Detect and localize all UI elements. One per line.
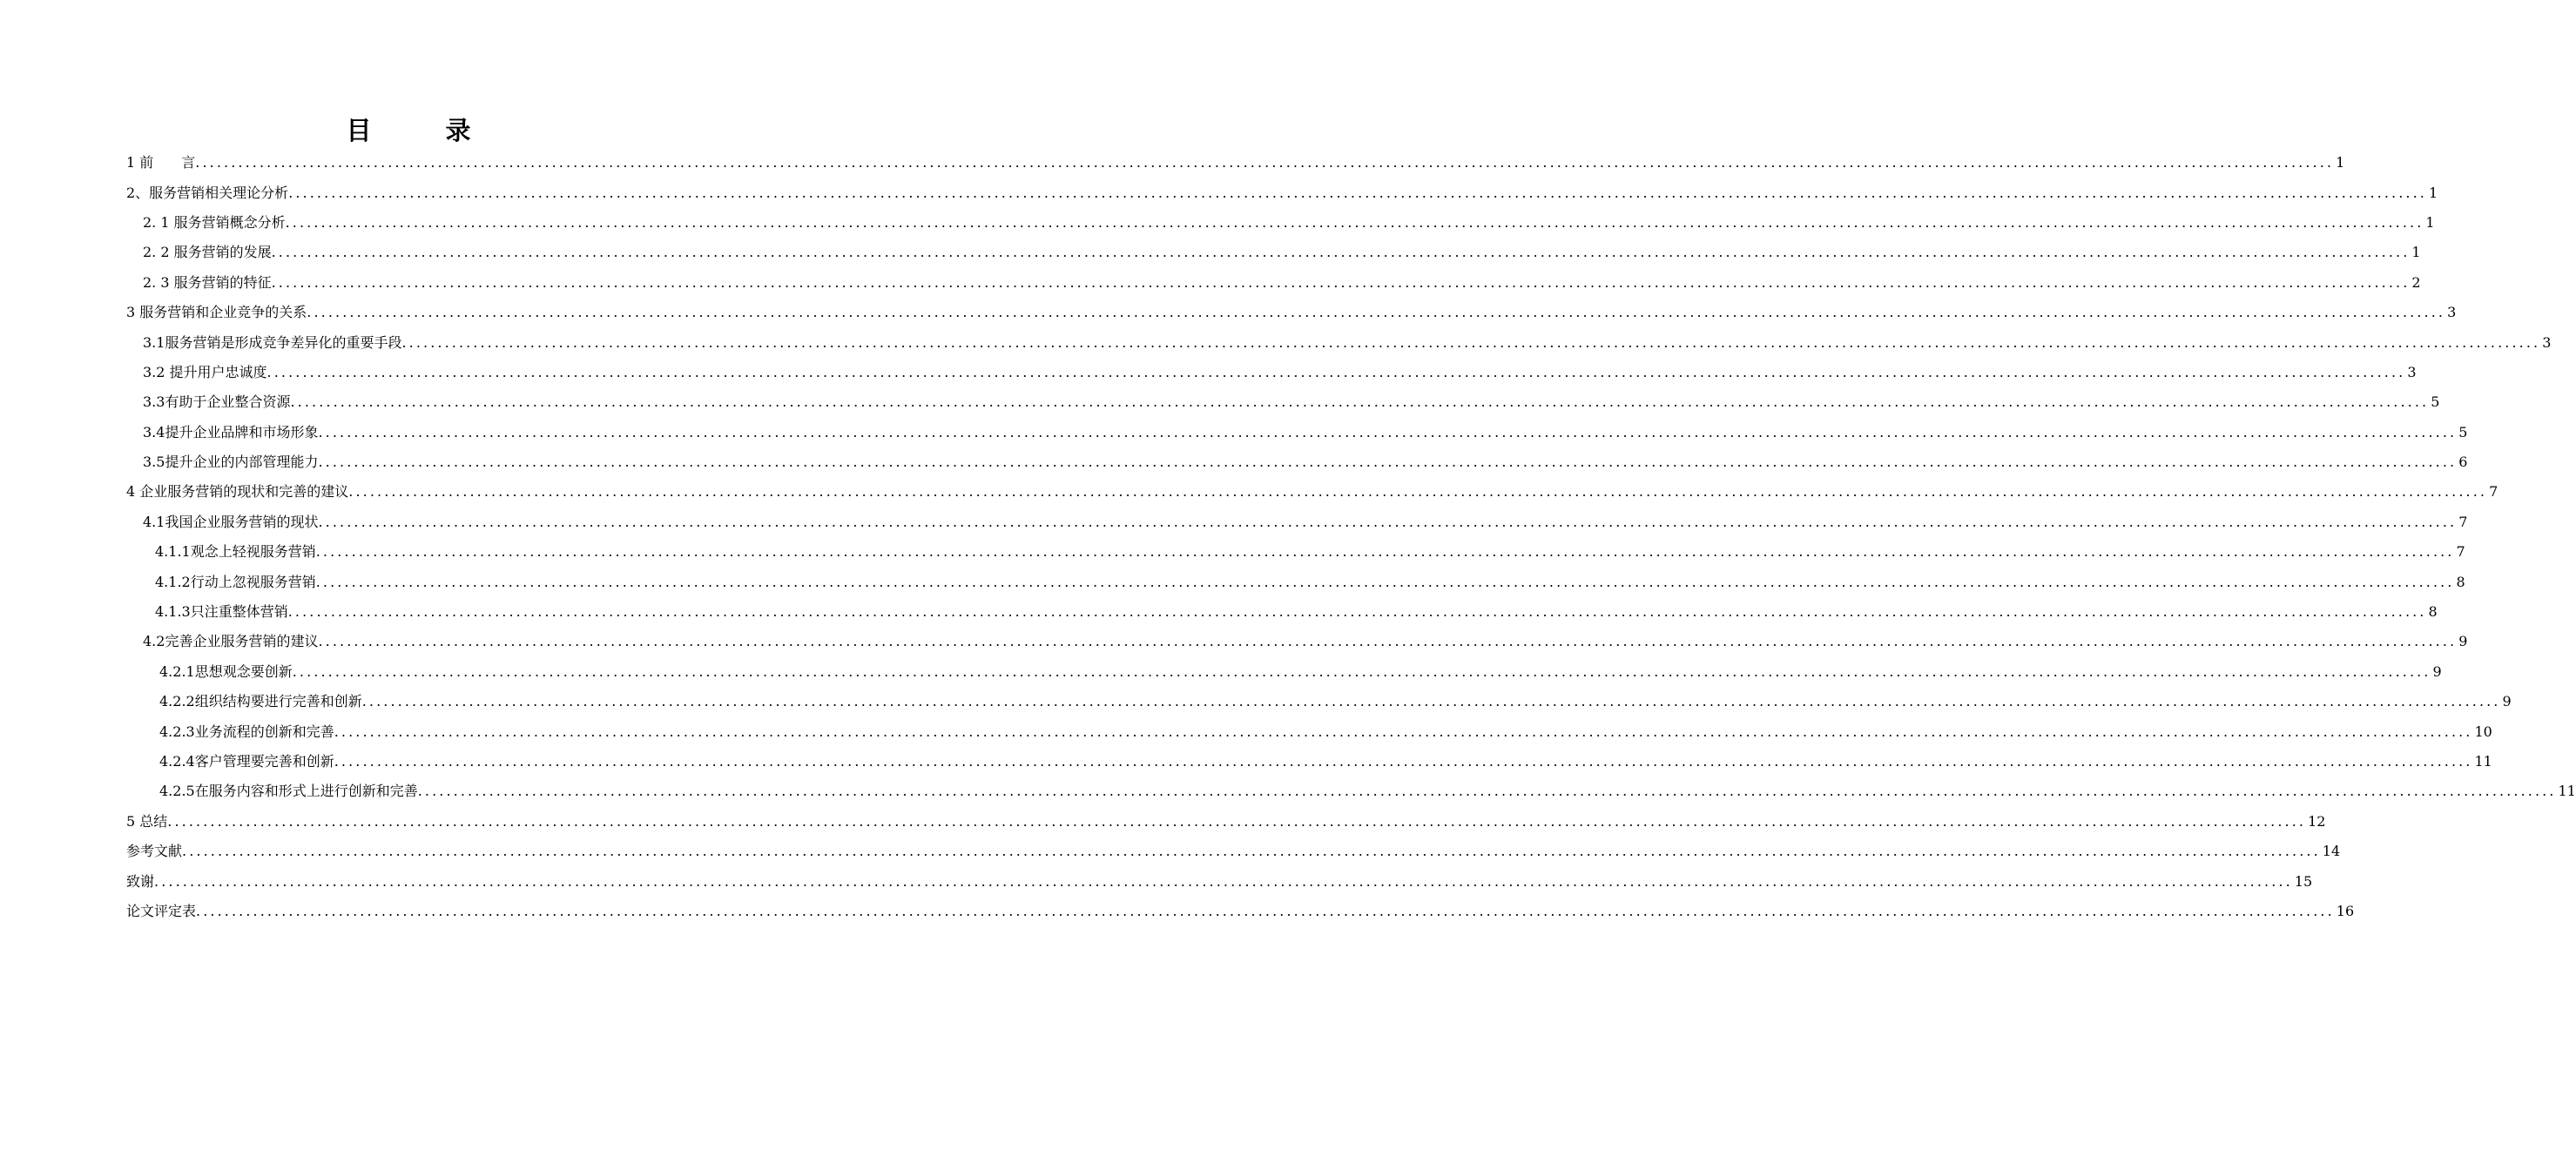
toc-entry-label: 3.1服务营销是形成竞争差异化的重要手段 (143, 333, 402, 351)
toc-entry-page-number: 1 (2336, 154, 2345, 171)
toc-entry-label: 4.1.1观念上轻视服务营销 (155, 543, 316, 561)
toc-dot-leader: ............................................................................................................................................................................................................................................................................................................ (167, 812, 2307, 830)
toc-entry[interactable] (0, 268, 2421, 298)
toc-entry[interactable] (0, 567, 2465, 596)
toc-dot-leader: ............................................................................................................................................................................................................................................................................................................ (318, 633, 2458, 650)
toc-entry[interactable] (0, 807, 2326, 837)
toc-dot-leader: ............................................................................................................................................................................................................................................................................................................ (361, 693, 2501, 710)
toc-entry-page-number: 1 (2428, 184, 2438, 201)
toc-entry[interactable] (0, 657, 2442, 687)
toc-entry[interactable] (0, 387, 2440, 417)
toc-entry[interactable] (0, 597, 2438, 627)
toc-entry[interactable] (0, 238, 2421, 267)
toc-entry-label: 3.5提升企业的内部管理能力 (143, 454, 319, 471)
toc-entry-label: 4.2.4客户管理要完善和创新 (159, 753, 334, 770)
toc-entry-label: 1 前 言 (126, 154, 196, 171)
toc-entry[interactable] (0, 358, 2417, 387)
toc-dot-leader: ............................................................................................................................................................................................................................................................................................................ (292, 662, 2431, 680)
toc-entry-label: 4.2.2组织结构要进行完善和创新 (159, 693, 362, 710)
toc-entry-label: 4.1.2行动上忽视服务营销 (155, 573, 316, 590)
toc-entry-label: 2. 2 服务营销的发展 (143, 244, 272, 261)
toc-entry-page-number: 5 (2431, 393, 2440, 411)
toc-entry[interactable] (0, 627, 2468, 656)
toc-entry-label: 2. 1 服务营销概念分析 (143, 213, 286, 231)
toc-dot-leader: ............................................................................................................................................................................................................................................................................................................ (334, 723, 2473, 740)
toc-entry-label: 2. 3 服务营销的特征 (143, 273, 272, 291)
toc-entry-page-number: 3 (2447, 304, 2457, 321)
toc-dot-leader: ............................................................................................................................................................................................................................................................................................................ (318, 454, 2458, 471)
toc-entry-page-number: 7 (2489, 483, 2498, 501)
toc-dot-leader: ............................................................................................................................................................................................................................................................................................................ (334, 753, 2473, 770)
toc-entry-page-number: 1 (2411, 244, 2421, 261)
toc-entry[interactable] (0, 897, 2355, 926)
toc-dot-leader: ............................................................................................................................................................................................................................................................................................................ (196, 902, 2335, 919)
toc-entry-label: 参考文献 (126, 843, 183, 860)
toc-entry[interactable] (0, 747, 2492, 777)
toc-list (0, 148, 2576, 926)
toc-entry-page-number: 8 (2428, 603, 2438, 621)
toc-dot-leader: ............................................................................................................................................................................................................................................................................................................ (182, 843, 2321, 860)
toc-entry[interactable] (0, 298, 2457, 327)
toc-dot-leader: ............................................................................................................................................................................................................................................................................................................ (154, 872, 2293, 890)
toc-dot-leader: ............................................................................................................................................................................................................................................................................................................ (315, 543, 2455, 561)
toc-entry-label: 3.3有助于企业整合资源 (143, 393, 291, 411)
toc-dot-leader: ............................................................................................................................................................................................................................................................................................................ (318, 513, 2458, 530)
toc-entry-page-number: 9 (2458, 633, 2468, 650)
toc-entry-label: 2、服务营销相关理论分析 (126, 184, 289, 201)
toc-entry-label: 4 企业服务营销的现状和完善的建议 (126, 483, 349, 501)
toc-entry-page-number: 9 (2502, 693, 2512, 710)
toc-entry[interactable] (0, 537, 2465, 567)
toc-entry[interactable] (0, 208, 2435, 238)
toc-entry[interactable] (0, 866, 2313, 896)
toc-entry[interactable] (0, 148, 2345, 178)
toc-entry-page-number: 9 (2432, 662, 2442, 680)
toc-dot-leader: ............................................................................................................................................................................................................................................................................................................ (401, 333, 2541, 351)
toc-entry-label: 4.1.3只注重整体营销 (155, 603, 288, 621)
toc-entry[interactable] (0, 327, 2552, 357)
toc-entry-label: 论文评定表 (126, 902, 197, 919)
toc-entry[interactable] (0, 178, 2438, 207)
toc-dot-leader: ............................................................................................................................................................................................................................................................................................................ (271, 244, 2411, 261)
toc-entry-page-number: 15 (2294, 872, 2313, 890)
toc-entry[interactable] (0, 687, 2512, 716)
toc-entry-page-number: 2 (2411, 273, 2421, 291)
toc-entry-page-number: 7 (2458, 513, 2468, 530)
toc-entry-page-number: 7 (2456, 543, 2465, 561)
toc-entry-label: 4.2完善企业服务营销的建议 (143, 633, 319, 650)
toc-entry-label: 4.1我国企业服务营销的现状 (143, 513, 319, 530)
toc-entry-label: 3.4提升企业品牌和市场形象 (143, 423, 319, 440)
toc-dot-leader: ............................................................................................................................................................................................................................................................................................................ (271, 273, 2411, 291)
toc-entry-label: 致谢 (126, 872, 155, 890)
toc-dot-leader: ............................................................................................................................................................................................................................................................................................................ (290, 393, 2430, 411)
toc-entry[interactable] (0, 777, 2576, 806)
toc-entry-label: 3.2 提升用户忠诚度 (143, 363, 267, 380)
toc-entry-page-number: 1 (2425, 213, 2435, 231)
toc-dot-leader: ............................................................................................................................................................................................................................................................................................................ (285, 213, 2424, 231)
toc-dot-leader: ............................................................................................................................................................................................................................................................................................................ (417, 783, 2557, 800)
toc-entry-page-number: 8 (2456, 573, 2465, 590)
toc-dot-leader: ............................................................................................................................................................................................................................................................................................................ (195, 154, 2335, 171)
toc-entry-label: 4.2.1思想观念要创新 (159, 662, 293, 680)
toc-entry-page-number: 5 (2458, 423, 2468, 440)
toc-entry-page-number: 3 (2542, 333, 2552, 351)
toc-entry[interactable] (0, 716, 2492, 746)
toc-entry[interactable] (0, 447, 2468, 477)
toc-entry-label: 5 总结 (126, 812, 168, 830)
toc-dot-leader: ............................................................................................................................................................................................................................................................................................................ (307, 304, 2446, 321)
toc-entry-page-number: 11 (2558, 783, 2576, 800)
toc-entry-page-number: 16 (2336, 902, 2355, 919)
toc-entry[interactable] (0, 837, 2341, 866)
toc-entry-label: 4.2.3业务流程的创新和完善 (159, 723, 334, 740)
toc-dot-leader: ............................................................................................................................................................................................................................................................................................................ (266, 363, 2406, 380)
toc-dot-leader: ............................................................................................................................................................................................................................................................................................................ (287, 603, 2427, 621)
toc-entry-label: 3 服务营销和企业竞争的关系 (126, 304, 307, 321)
toc-entry-page-number: 12 (2308, 812, 2326, 830)
toc-entry-page-number: 3 (2407, 363, 2417, 380)
toc-entry-label: 4.2.5在服务内容和形式上进行创新和完善 (159, 783, 418, 800)
toc-dot-leader: ............................................................................................................................................................................................................................................................................................................ (288, 184, 2427, 201)
toc-entry-page-number: 11 (2474, 753, 2492, 770)
toc-entry-page-number: 6 (2458, 454, 2468, 471)
toc-dot-leader: ............................................................................................................................................................................................................................................................................................................ (318, 423, 2458, 440)
toc-dot-leader: ............................................................................................................................................................................................................................................................................................................ (315, 573, 2455, 590)
toc-dot-leader: ............................................................................................................................................................................................................................................................................................................ (348, 483, 2488, 501)
toc-entry[interactable] (0, 508, 2468, 537)
toc-entry[interactable] (0, 477, 2498, 507)
toc-entry-page-number: 14 (2322, 843, 2341, 860)
toc-entry[interactable] (0, 418, 2468, 447)
toc-title: 目 录 (346, 116, 496, 145)
toc-entry-page-number: 10 (2474, 723, 2492, 740)
